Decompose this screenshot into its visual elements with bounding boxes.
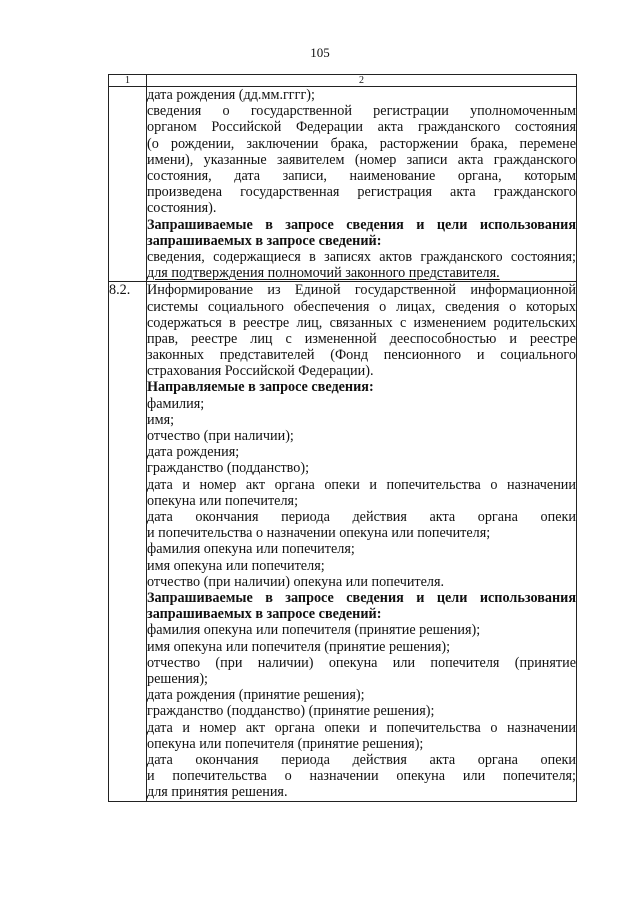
- text-line-bold: запрашиваемых в запросе сведений:: [147, 606, 382, 623]
- page-number: 105: [310, 45, 330, 60]
- text-line: для подтверждения полномочий законного представителя.: [147, 265, 500, 282]
- text-line: отчество (при наличии);: [147, 428, 294, 445]
- text-line-bold: Запрашиваемые в запросе сведения и цели использования: [147, 216, 576, 233]
- text-line: состояния).: [147, 200, 217, 217]
- header-col-1: 1: [109, 75, 147, 87]
- text-line: фамилия опекуна или попечителя;: [147, 541, 355, 558]
- text-line-bold: Направляемые в запросе сведения:: [147, 379, 374, 396]
- table-row: [109, 87, 577, 282]
- text-line: сведения, содержащиеся в записях актов гражданского состояния;: [147, 248, 576, 265]
- text-line-bold: Запрашиваемые в запросе сведения и цели использования: [147, 590, 576, 607]
- text-line: фамилия опекуна или попечителя (принятие решения);: [147, 622, 481, 639]
- text-line: дата рождения (принятие решения);: [147, 687, 365, 704]
- text-line: имя опекуна или попечителя;: [147, 557, 325, 574]
- text-line: фамилия;: [147, 395, 205, 412]
- text-line: дата и номер акт органа опеки и попечительства о назначении: [147, 719, 576, 736]
- text-line: решения);: [147, 671, 208, 688]
- text-line: сведения о государственной регистрации уполномоченным: [147, 103, 576, 120]
- text-line: дата и номер акт органа опеки и попечительства о назначении: [147, 476, 576, 493]
- text-line: органом Российской Федерации акта гражданского состояния: [147, 119, 576, 136]
- text-line: Информирование из Единой государственной информационной: [147, 282, 576, 299]
- text-line: имя опекуна или попечителя (принятие решения);: [147, 638, 451, 655]
- row-number: 8.2.: [109, 282, 147, 801]
- text-line: гражданство (подданство) (принятие решения);: [147, 703, 435, 720]
- header-col-2: 2: [147, 75, 577, 87]
- text-line: дата рождения;: [147, 444, 240, 461]
- text-line: страхования Российской Федерации).: [147, 363, 374, 380]
- text-line: законных представителей (Фонд пенсионного и социального: [147, 347, 576, 364]
- text-line: прав, реестре лиц с измененной дееспособностью и реестре: [147, 330, 576, 347]
- text-line: гражданство (подданство);: [147, 460, 310, 477]
- row-number: [109, 87, 147, 282]
- text-line: (о рождении, заключении брака, расторжении брака, перемене: [147, 135, 576, 152]
- text-line-bold: запрашиваемых в запросе сведений:: [147, 232, 382, 249]
- text-line: системы социального обеспечения о лицах, сведения о которых: [147, 298, 576, 315]
- text-line: и попечительства о назначении опекуна или попечителя;: [147, 768, 576, 785]
- text-line: дата окончания периода действия акта органа опеки: [147, 752, 576, 769]
- row-text: [147, 282, 577, 801]
- text-line: для принятия решения.: [147, 784, 288, 801]
- row-text: [147, 87, 577, 282]
- text-line: отчество (при наличии) опекуна или попечителя.: [147, 573, 445, 590]
- document-table: [108, 74, 577, 802]
- text-line: имени), указанные заявителем (номер записи акта гражданского: [147, 151, 576, 168]
- text-line: опекуна или попечителя (принятие решения);: [147, 735, 424, 752]
- table-header-row: [109, 75, 577, 87]
- text-line: содержаться в реестре лиц, связанных с изменением родительских: [147, 314, 576, 331]
- text-line: имя;: [147, 411, 175, 428]
- text-line: произведена государственная регистрация акта гражданского: [147, 184, 576, 201]
- text-line: дата рождения (дд.мм.гггг);: [147, 87, 315, 103]
- text-line: состояния, дата записи, наименование органа, которым: [147, 167, 576, 184]
- table-row: [109, 282, 577, 801]
- text-line: дата окончания периода действия акта органа опеки: [147, 509, 576, 526]
- text-line: опекуна или попечителя;: [147, 492, 299, 509]
- text-line: отчество (при наличии) опекуна или попечителя (принятие: [147, 654, 576, 671]
- text-line: и попечительства о назначении опекуна или попечителя;: [147, 525, 491, 542]
